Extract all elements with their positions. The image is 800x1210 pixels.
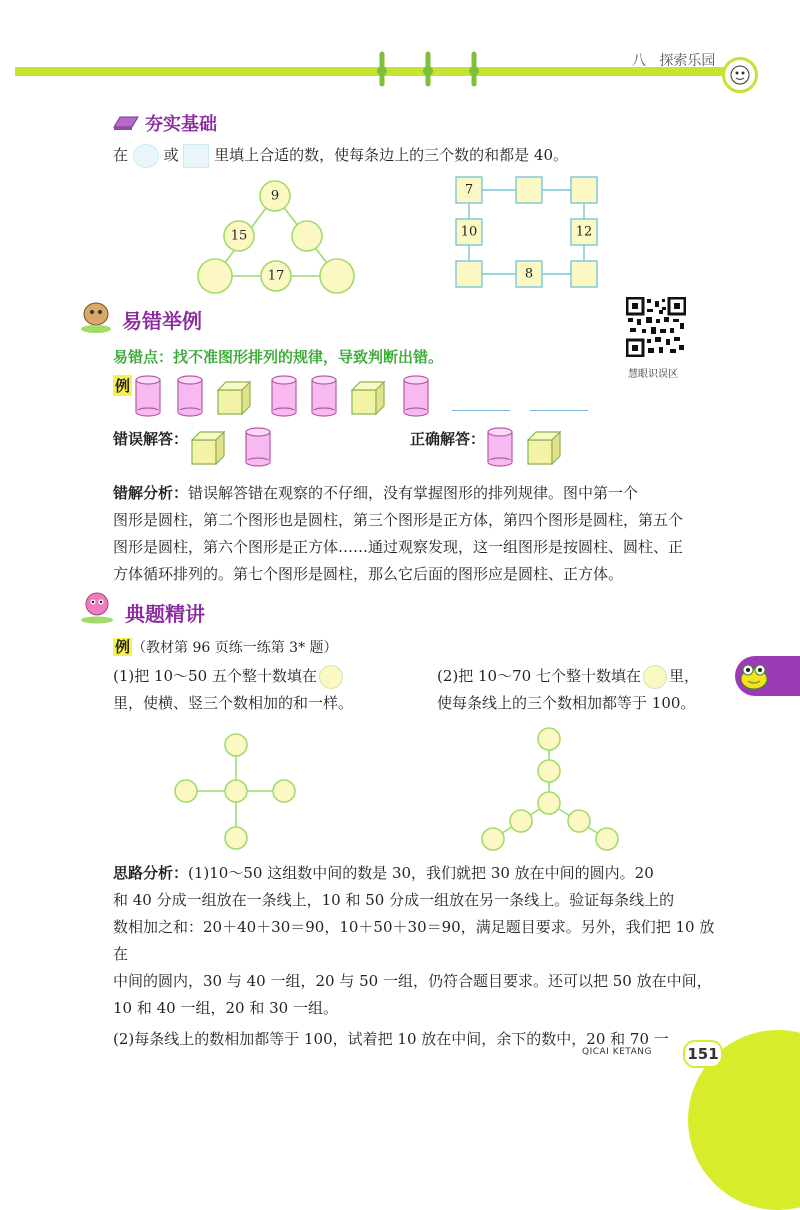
answer-blank-2[interactable] [530,410,588,411]
error-point: 易错点：找不准图形排列的规律，导致判断出错。 [113,348,444,366]
qr-code[interactable] [626,297,686,357]
right-answer-shapes [484,424,574,470]
section-title-mistakes: 易错举例 [122,309,202,333]
triangle-puzzle [195,176,365,296]
cube-icon [352,382,384,414]
shape-sequence [132,372,602,422]
cylinder-icon [404,376,428,416]
sq-bottom-value: 8 [524,266,534,282]
footer-brand: QICAI KETANG [582,1047,652,1057]
section-title-basics: 夯实基础 [145,114,217,135]
mascot-reading-icon [77,590,117,624]
detective-mascot-icon [77,298,115,334]
square-puzzle [453,176,603,292]
tri-left-value: 15 [230,228,248,244]
cylinder-icon [312,376,336,416]
chapter-mascot-icon [722,57,758,93]
thinking-analysis: 思路分析：(1)10～50 这组数中间的数是 30，我们就把 30 放在中间的圆内。20 和 40 分成一组放在一条线上，10 和 50 分成一组放在另一条线上。验证每条线上的 数相加之和：20＋40＋30＝90，10＋50＋30＝90，满足题目要求。另外，我们把 10 放在 中间的圆内，30 与 40 一组，20 与 50 一组，仍符合题目要求。还可以把 50 放在中间， 10 和 40 一组，20 和 30 一组。 (2)每条线上的数相加都等于 100，试着把 10 放在中间，余下的数中，20 和 70 一 [113,864,715,1048]
cube-icon [528,432,560,464]
question-2: (2)把 10～70 七个整十数填在 里， 使每条线上的三个数相加都等于 100。 [437,667,699,712]
section-title-examples: 典题精讲 [125,602,205,626]
y-branch-puzzle [476,722,626,856]
page-number: 151 [687,1045,719,1063]
wrong-answer-label: 错误解答： [113,430,189,448]
example-source: 例 （教材第 96 页练一练第 3* 题） [115,638,338,656]
question-1: (1)把 10～50 五个整十数填在 里，使横、竖三个数相加的和一样。 [113,667,354,712]
chapter-title: 探索乐园 [659,53,716,69]
eraser-icon [112,113,140,131]
sq-right-value: 12 [575,224,593,240]
basics-instruction: 在 或 里填上合适的数，使每条边上的三个数的和都是 40。 [113,142,568,169]
example-label: 例 [115,377,131,395]
cylinder-icon [178,376,202,416]
tri-bottom-value: 17 [267,268,285,284]
answer-blank-1[interactable] [452,410,510,411]
sq-left-value: 10 [460,224,478,240]
chapter-number: 八 [632,53,646,69]
qr-label: 慧眼识误区 [628,369,678,380]
cube-icon [218,382,250,414]
cross-puzzle [170,728,300,858]
error-analysis: 错解分析：错误解答错在观察的不仔细，没有掌握图形的排列规律。图中第一个 图形是圆柱，第二个图形也是圆柱，第三个图形是正方体，第四个图形是圆柱，第五个 图形是圆柱，第六个图形是正方体……通过观察发现，这一组图形是按圆柱、圆柱、正 方体循环排列的。第七个图形是圆柱，那么它后面的图形应是圆柱、正方体。 [113,484,684,583]
right-answer-label: 正确解答： [410,430,486,448]
wrong-answer-shapes [190,424,280,470]
circle-blank-icon [319,665,343,689]
circle-blank-icon [643,665,667,689]
circle-blank-icon [133,144,159,168]
cylinder-icon [136,376,160,416]
cylinder-icon [488,428,512,466]
cylinder-icon [246,428,270,466]
page-number-badge [683,1040,723,1068]
tri-top-value: 9 [270,188,280,204]
cube-icon [192,432,224,464]
frog-icon [738,660,770,692]
sq-top-left-value: 7 [464,182,474,198]
binder-rings [370,48,480,94]
square-blank-icon [183,144,209,168]
cylinder-icon [272,376,296,416]
